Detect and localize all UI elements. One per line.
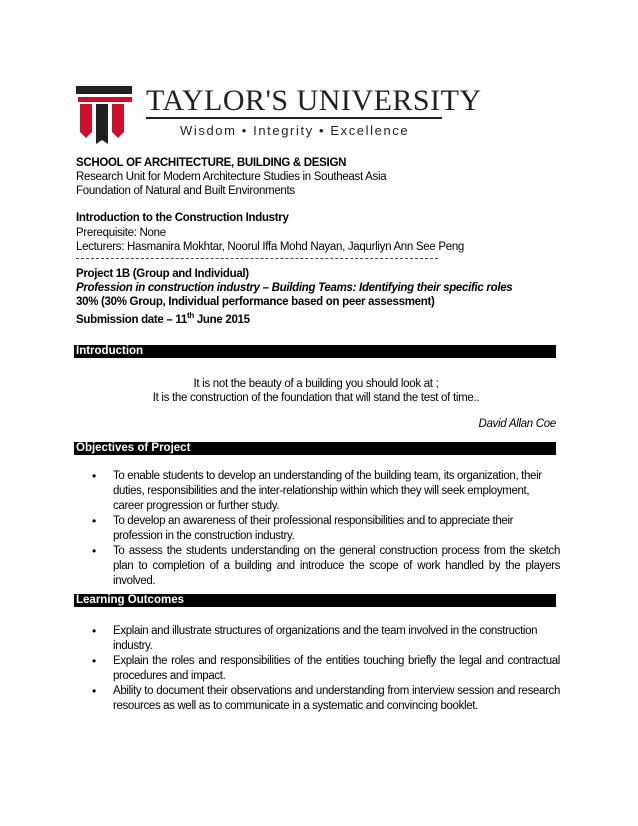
university-name: TAYLOR'S UNIVERSITY xyxy=(146,84,482,117)
research-unit: Research Unit for Modern Architecture Studies in Southeast Asia xyxy=(76,171,387,183)
project-subtitle: Profession in construction industry – Building Teams: Identifying their specific roles xyxy=(76,282,513,294)
outcomes-list xyxy=(76,624,560,714)
submission-date: Submission date – 11th June 2015 xyxy=(76,311,250,326)
objectives-heading-bar xyxy=(74,442,556,455)
objectives-list xyxy=(76,469,560,589)
introduction-heading-bar xyxy=(74,345,556,358)
university-crest-icon xyxy=(76,82,134,144)
project-weighting: 30% (30% Group, Individual performance based on peer assessment) xyxy=(76,296,435,308)
lecturers: Lecturers: Hasmanira Mokhtar, Noorul Iffa Mohd Nayan, Jaqurliyn Ann See Peng xyxy=(76,241,465,253)
quote-author: David Allan Coe xyxy=(478,418,556,430)
introduction-heading: Introduction xyxy=(76,345,144,357)
quote-line-1: It is not the beauty of a building you should look at ; xyxy=(193,378,439,390)
university-tagline: Wisdom • Integrity • Excellence xyxy=(180,123,410,138)
list-item: • To enable students to develop an understanding of the building team, its organization, their duties, responsibilities and the inter-relationship within which they will seek employment, career progression or further study. xyxy=(76,469,560,514)
logo-divider xyxy=(146,117,442,119)
list-item: • Explain and illustrate structures of organizations and the team involved in the construction industry. xyxy=(76,624,560,654)
university-logo xyxy=(76,82,482,144)
quote-line-2: It is the construction of the foundation that will stand the test of time.. xyxy=(152,392,480,404)
list-item: • To develop an awareness of their professional responsibilities and to appreciate their profession in the construction industry. xyxy=(76,514,560,544)
list-item: • Ability to document their observations and understanding from interview session and research resources as well as to communicate in a systematic and convincing booklet. xyxy=(76,684,560,714)
course-title: Introduction to the Construction Industry xyxy=(76,212,289,224)
project-title: Project 1B (Group and Individual) xyxy=(76,268,249,280)
prerequisite: Prerequisite: None xyxy=(76,227,166,239)
objectives-heading: Objectives of Project xyxy=(76,442,191,454)
outcomes-heading-bar xyxy=(74,594,556,607)
list-item: • To assess the students understanding on the general construction process from the sketch plan to completion of a building and introduce the scope of work handled by the players involved. xyxy=(76,544,560,589)
list-item: • Explain the roles and responsibilities of the entities touching briefly the legal and contractual procedures and impact. xyxy=(76,654,560,684)
programme-name: Foundation of Natural and Built Environments xyxy=(76,185,295,197)
outcomes-heading: Learning Outcomes xyxy=(76,594,184,606)
divider xyxy=(76,258,438,259)
school-name: SCHOOL OF ARCHITECTURE, BUILDING & DESIGN xyxy=(76,157,347,169)
